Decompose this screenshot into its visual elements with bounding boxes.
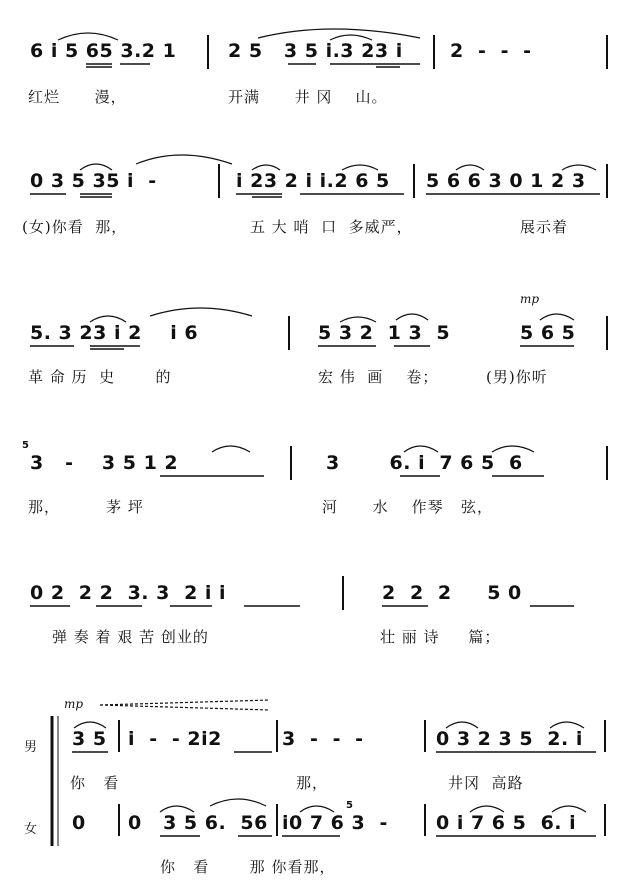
slur — [456, 165, 484, 170]
system-1-measure-1: 6 i 5 65 3.2 1 — [30, 40, 177, 62]
slur — [58, 33, 118, 40]
system-5-measure-2: 2 2 2 5 0 — [382, 582, 522, 604]
system-1-lyric-1: 红烂 漫， — [28, 88, 127, 106]
slur — [80, 164, 112, 170]
system-4-lyric-2: 河 水 作琴 弦， — [322, 498, 493, 516]
slur — [210, 799, 266, 806]
system-2-lyric-1: (女)你看 那， — [22, 218, 128, 236]
system-1-measure-3: 2 - - - — [450, 40, 532, 62]
slur — [252, 165, 280, 170]
slur — [404, 446, 438, 452]
slur — [330, 35, 372, 40]
system-3-lyric-3: (男)你听 — [486, 368, 548, 386]
system-3-measure-1: 5. 3 23 i 2 i 6 — [30, 322, 199, 344]
slur — [300, 806, 334, 812]
female-measure-2: 0 3 5 6. 56 — [128, 812, 268, 834]
slur — [340, 317, 376, 322]
voice-label-female: 女 — [24, 822, 38, 837]
system-3-lyric-1: 革 命 历 史 的 — [28, 368, 172, 386]
slur — [212, 446, 250, 452]
slur — [90, 316, 126, 322]
system-5-lyric-1: 弹 奏 着 艰 苦 创业的 — [52, 628, 209, 646]
slur — [396, 314, 428, 320]
male-measure-4: 0 3 2 3 5 2. i — [436, 728, 583, 750]
slur — [446, 722, 478, 728]
male-lyric-2: 那， — [296, 774, 329, 792]
female-lyric-1: 你 看 那 你看那， — [160, 858, 336, 876]
system-5-measure-1: 0 2 2 2 3. 3 2 i i — [30, 582, 227, 604]
male-measure-2: i - - 2i2 — [128, 728, 222, 750]
female-measure-3: i0 7 6 3 - — [282, 812, 388, 834]
slur — [74, 722, 106, 728]
slur — [492, 446, 534, 452]
system-1-lyric-2: 开满 井 冈 山。 — [228, 88, 388, 106]
slur — [540, 314, 574, 320]
male-measure-3: 3 - - - — [282, 728, 364, 750]
system-5-lyric-2: 壮 丽 诗 篇； — [380, 628, 501, 646]
slur — [342, 165, 378, 170]
grace-note: 5 — [346, 800, 353, 811]
voice-label-male: 男 — [24, 740, 38, 755]
system-4-lyric-1: 那， 茅 坪 — [28, 498, 144, 516]
female-measure-1: 0 — [72, 812, 86, 834]
system-2-measure-1: 0 3 5 35 i - — [30, 170, 157, 192]
slur — [552, 806, 586, 812]
grace-note: 5 — [22, 440, 29, 451]
system-3-measure-2: 5 3 2 1 3 5 — [318, 322, 451, 344]
system-2-lyric-3: 展示着 — [520, 218, 569, 236]
male-lyric-1: 你 看 — [70, 774, 120, 792]
system-1-measure-2: 2 5 3 5 i.3 23 i — [228, 40, 403, 62]
system-2-lyric-2: 五 大 哨 口 多威严， — [250, 218, 413, 236]
system-2-measure-3: 5 6 6 3 0 1 2 3 — [426, 170, 586, 192]
dynamic-marking: mp — [64, 697, 84, 711]
male-lyric-3: 井冈 高路 — [448, 774, 524, 792]
female-measure-4: 0 i 7 6 5 6. i — [436, 812, 577, 834]
male-measure-1: 3 5 — [72, 728, 107, 750]
slur — [550, 722, 584, 728]
system-2-measure-2: i 23 2 i i.2 6 5 — [236, 170, 390, 192]
dynamic-marking: mp — [520, 292, 540, 306]
system-3-lyric-2: 宏 伟 画 卷； — [318, 368, 439, 386]
slur — [470, 806, 504, 812]
slur — [160, 806, 194, 812]
system-3-measure-3: 5 6 5 — [520, 322, 576, 344]
hairpin — [100, 700, 270, 710]
slur — [562, 165, 596, 170]
slur — [136, 155, 232, 164]
system-4-measure-1: 3 - 3 5 1 2 — [30, 452, 179, 474]
system-4-measure-2: 3 6. i 7 6 5 6 — [326, 452, 523, 474]
slur — [150, 308, 252, 316]
